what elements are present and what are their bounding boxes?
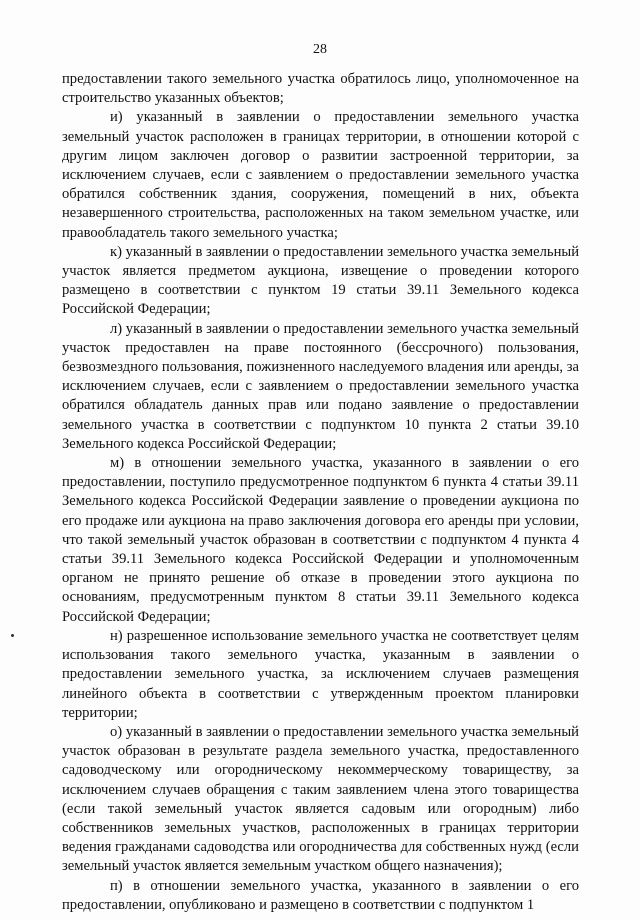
paragraph-n: н) разрешенное использование земельного участка не соответствует целям использования такого земельного участка, указанным в заявлении о предоставлении земельного участка, за исключением случаев размещения линейного объекта в соответствии с утвержденным проектом планировки территории; xyxy=(62,627,579,721)
paragraph-continuation: предоставлении такого земельного участка обратилось лицо, уполномоченное на строительство указанных объектов; xyxy=(62,71,579,107)
paragraph-p: п) в отношении земельного участка, указанного в заявлении о его предоставлении, опубликовано и размещено в соответствии с подпунктом 1 xyxy=(62,877,579,913)
document-body xyxy=(62,70,579,915)
page-number: 28 xyxy=(313,42,327,57)
paragraph-m: м) в отношении земельного участка, указанного в заявлении о его предоставлении, поступило предусмотренное подпунктом 6 пункта 4 статьи 39.11 Земельного кодекса Российской Федерации заявление о проведении аукциона по его продаже или аукциона на право заключения договора его аренды при условии, что такой земельный участок образован в соответствии с подпунктом 4 пункта 4 статьи 39.11 Земельного кодекса Российской Федерации и уполномоченным органом не принято решение об отказе в проведении этого аукциона по основаниям, предусмотренным пунктом 8 статьи 39.11 Земельного кодекса Российской Федерации; xyxy=(62,455,579,625)
scan-speck xyxy=(11,634,14,637)
paragraph-i: и) указанный в заявлении о предоставлении земельного участка земельный участок расположен в границах территории, в отношении которой с другим лицом заключен договор о развитии застроенной территории, за исключением случаев, если с заявлением о предоставлении земельного участка обратился собственник здания, сооружения, помещений в них, объекта незавершенного строительства, расположенных на таком земельном участке, или правообладатель такого земельного участка; xyxy=(62,109,579,241)
paragraph-k: к) указанный в заявлении о предоставлении земельного участка земельный участок является предметом аукциона, извещение о проведении которого размещено в соответствии с пунктом 19 статьи 39.11 Земельного кодекса Российской Федерации; xyxy=(62,243,579,318)
paragraph-o: о) указанный в заявлении о предоставлении земельного участка земельный участок образован в результате раздела земельного участка, предоставленного садоводческому или огородническому некоммерческому товариществу, за исключением случаев обращения с таким заявлением члена этого товарищества (если такой земельный участок является садовым или огородным) либо собственников земельных участков, расположенных в границах территории ведения гражданами садоводства или огородничества для собственных нужд (если земельный участок является земельным участком общего назначения); xyxy=(62,723,579,875)
paragraph-l: л) указанный в заявлении о предоставлении земельного участка земельный участок предоставлен на праве постоянного (бессрочного) пользования, безвозмездного пользования, пожизненного наследуемого владения или аренды, за исключением случаев, если с заявлением о предоставлении земельного участка обратился обладатель данных прав или подано заявление о предоставлении земельного участка в соответствии с подпунктом 10 пункта 2 статьи 39.10 Земельного кодекса Российской Федерации; xyxy=(62,320,579,452)
